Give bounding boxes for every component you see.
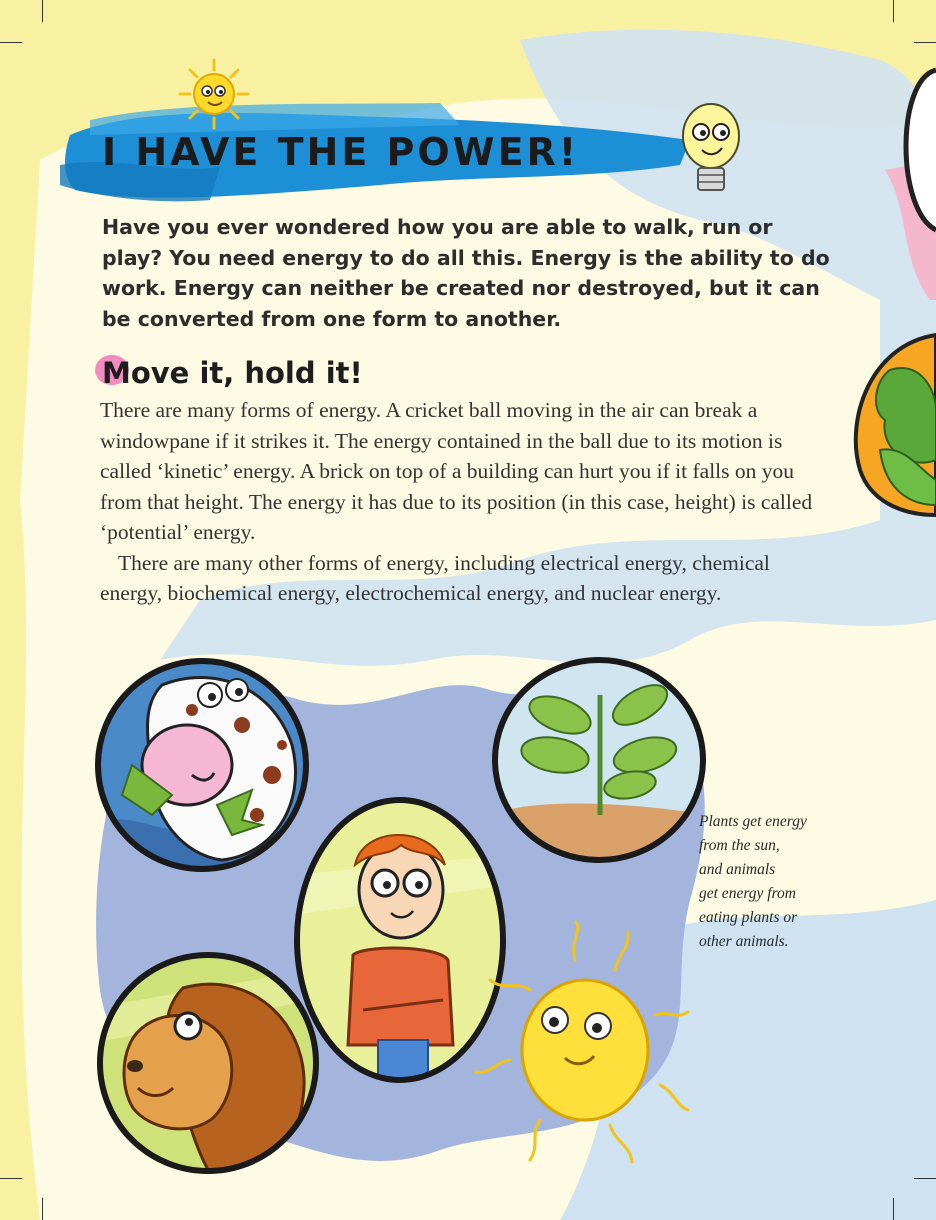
- crop-mark: [914, 1178, 936, 1179]
- crop-mark: [0, 1178, 22, 1179]
- body-text: [100, 395, 820, 609]
- caption-line: and animals: [699, 861, 776, 878]
- sun-character: [470, 920, 690, 1170]
- caption-line: Plants get energy: [699, 813, 807, 830]
- cow-illustration: [92, 655, 312, 875]
- light-bulb-mascot: [676, 98, 746, 198]
- sun-mascot: [178, 58, 250, 130]
- crop-mark: [893, 0, 894, 22]
- caption-line: from the sun,: [699, 837, 780, 854]
- body-paragraph: There are many other forms of energy, including electrical energy, chemical energy, biochemical energy, electrochemical energy, and nuclear energy.: [100, 550, 770, 605]
- caption-line: get energy from: [699, 885, 796, 902]
- crop-mark: [42, 0, 43, 22]
- plant-caption: [699, 810, 819, 954]
- section-subheading: Move it, hold it!: [102, 356, 363, 390]
- plant-illustration: [490, 655, 708, 865]
- intro-paragraph: Have you ever wondered how you are able to walk, run or play? You need energy to do all this. Energy is the ability to do work. Energy can neither be created nor destroyed, but it can be converted from one form to another.: [102, 215, 830, 331]
- crop-mark: [42, 1198, 43, 1220]
- crop-mark: [893, 1198, 894, 1220]
- partial-circle-top: [886, 60, 936, 240]
- body-paragraph: There are many forms of energy. A cricket ball moving in the air can break a windowpane if it strikes it. The energy contained in the ball due to its motion is called ‘kinetic’ energy. A brick on top of a building can hurt you if it falls on you from that height. The energy it has due to its position (in this case, height) is called ‘potential’ energy.: [100, 398, 813, 544]
- crop-mark: [0, 42, 22, 43]
- leaf-circle: [850, 330, 936, 520]
- caption-line: other animals.: [699, 933, 789, 950]
- crop-mark: [914, 42, 936, 43]
- page-title: I HAVE THE POWER!: [102, 130, 580, 174]
- lion-illustration: [93, 948, 323, 1178]
- caption-line: eating plants or: [699, 909, 798, 926]
